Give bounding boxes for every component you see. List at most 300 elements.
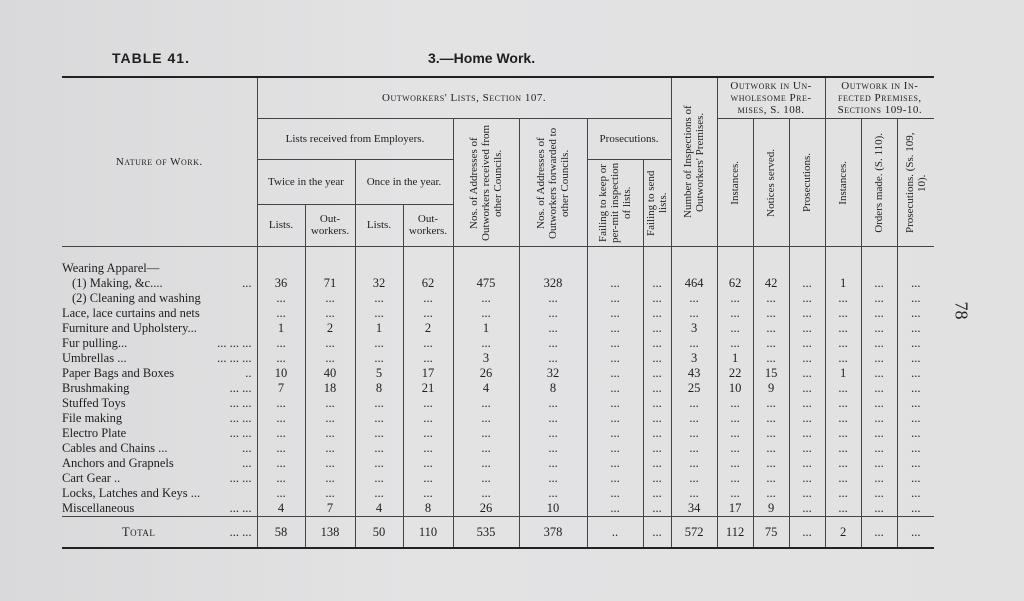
cell-value: ... (717, 291, 753, 306)
cell-value: 572 (671, 517, 717, 549)
table-row (62, 456, 934, 471)
row-name-text: Fur pulling... (62, 336, 128, 350)
cell-value: ... (453, 441, 519, 456)
table-row (62, 426, 934, 441)
cell-value: ... (825, 501, 861, 517)
cell-value: ... (355, 336, 403, 351)
cell-value: ... (403, 441, 453, 456)
cell-value: ... (355, 351, 403, 366)
row-name-text: Electro Plate (62, 426, 127, 440)
cell-value: ... (587, 396, 643, 411)
cell-value: ... (643, 517, 671, 549)
cell-value: ... (897, 276, 934, 291)
cell-value: ... (789, 321, 825, 336)
cell-value: ... (789, 411, 825, 426)
cell-value: ... (587, 321, 643, 336)
cell-value: ... (403, 426, 453, 441)
cell-value: ... (897, 366, 934, 381)
cell-value: ... (519, 351, 587, 366)
cell-value: ... (305, 411, 355, 426)
cell-value: ... (643, 276, 671, 291)
cell-value: ... (453, 396, 519, 411)
cell-value: ... (861, 291, 897, 306)
cell-value: ... (825, 441, 861, 456)
cell-value: ... (643, 456, 671, 471)
cell-value: 3 (453, 351, 519, 366)
table-row (62, 486, 934, 501)
addresses-received-header: Nos. of Addresses of Outworkers received from other Councils. (453, 119, 519, 247)
cell-value: ... (643, 411, 671, 426)
cell-value: ... (789, 276, 825, 291)
cell-value: ... (717, 456, 753, 471)
row-name-text: Furniture and Upholstery... (62, 321, 197, 335)
table-row (62, 351, 934, 366)
cell-value: ... (587, 276, 643, 291)
cell-value: 328 (519, 276, 587, 291)
cell-value: ... (789, 381, 825, 396)
cell-value: ... (753, 486, 789, 501)
cell-value: ... (519, 456, 587, 471)
cell-value: ... (587, 426, 643, 441)
cell-value: ... (519, 336, 587, 351)
cell-value: ... (453, 411, 519, 426)
cell-value: ... (861, 396, 897, 411)
lists-received-header: Lists received from Employers. (257, 119, 453, 160)
spacer-row (62, 247, 934, 262)
cell-value: ... (587, 411, 643, 426)
section-heading-row (62, 261, 934, 276)
cell-value: ... (671, 471, 717, 486)
cell-value: ... (643, 366, 671, 381)
failing-keep-header: Failing to keep or per-mit inspection of lists. (587, 160, 643, 247)
cell-value: ... (861, 456, 897, 471)
cell-value: 10 (257, 366, 305, 381)
cell-value: 3 (671, 321, 717, 336)
cell-value: ... (519, 306, 587, 321)
cell-value: ... (355, 291, 403, 306)
cell-value: ... (897, 517, 934, 549)
cell-value: ... (897, 426, 934, 441)
cell-value: ... (861, 411, 897, 426)
cell-value: ... (861, 306, 897, 321)
cell-value: ... (671, 306, 717, 321)
cell-value: ... (671, 456, 717, 471)
cell-value: ... (753, 471, 789, 486)
cell-value: ... (257, 351, 305, 366)
cell-value: ... (671, 441, 717, 456)
table-row (62, 396, 934, 411)
cell-value: ... (789, 426, 825, 441)
cell-value: ... (403, 456, 453, 471)
cell-value: ... (897, 381, 934, 396)
cell-value: ... (789, 291, 825, 306)
cell-value: ... (753, 351, 789, 366)
cell-value: ... (519, 396, 587, 411)
cell-value: ... (897, 471, 934, 486)
cell-value: ... (643, 486, 671, 501)
cell-value: ... (825, 336, 861, 351)
cell-value: 4 (355, 501, 403, 517)
cell-value: ... (305, 456, 355, 471)
cell-value: ... (587, 306, 643, 321)
cell-value: ... (355, 486, 403, 501)
cell-value: ... (587, 291, 643, 306)
notices-served-header: Notices served. (753, 119, 789, 247)
cell-value: ... (897, 321, 934, 336)
cell-value: 7 (305, 501, 355, 517)
cell-value: ... (753, 426, 789, 441)
cell-value: ... (861, 441, 897, 456)
cell-value: ... (753, 336, 789, 351)
cell-value: ... (305, 396, 355, 411)
cell-value: ... (305, 426, 355, 441)
row-name-text: Brushmaking (62, 381, 130, 395)
cell-value: ... (825, 306, 861, 321)
cell-value: 10 (717, 381, 753, 396)
infected-prosecutions-header: Prosecutions. (Ss. 109, 10). (897, 119, 934, 247)
cell-value: ... (789, 517, 825, 549)
row-name-text: Total (122, 524, 156, 539)
cell-value: ... (897, 291, 934, 306)
cell-value: ... (753, 291, 789, 306)
row-name (62, 486, 257, 501)
row-name-text: Anchors and Grapnels (62, 456, 174, 470)
cell-value: ... (519, 486, 587, 501)
cell-value: ... (789, 396, 825, 411)
cell-value: ... (825, 426, 861, 441)
cell-value: ... (897, 441, 934, 456)
cell-value: ... (305, 306, 355, 321)
cell-value: 110 (403, 517, 453, 549)
cell-value: ... (643, 471, 671, 486)
cell-value: ... (717, 441, 753, 456)
cell-value: ... (453, 456, 519, 471)
row-name (62, 426, 257, 441)
total-label (62, 517, 257, 549)
cell-value: ... (519, 441, 587, 456)
cell-value: 18 (305, 381, 355, 396)
outworkers-lists-header: Outworkers' Lists, Section 107. (257, 77, 671, 119)
leader-dots: ... ... (229, 381, 252, 395)
table-body (62, 247, 934, 549)
cell-value: 535 (453, 517, 519, 549)
twice-in-year-header: Twice in the year (257, 160, 355, 205)
cell-value: ... (403, 396, 453, 411)
row-name (62, 456, 257, 471)
cell-value: ... (897, 501, 934, 517)
cell-value: ... (355, 411, 403, 426)
cell-value: ... (643, 351, 671, 366)
cell-value: ... (897, 456, 934, 471)
cell-value: ... (753, 321, 789, 336)
cell-value: ... (717, 486, 753, 501)
table-row (62, 441, 934, 456)
cell-value: ... (717, 396, 753, 411)
cell-value: ... (587, 501, 643, 517)
row-name-text: Miscellaneous (62, 501, 135, 515)
prosecutions-group-header: Prosecutions. (587, 119, 671, 160)
cell-value: 8 (519, 381, 587, 396)
cell-value: ... (861, 366, 897, 381)
cell-value: 26 (453, 501, 519, 517)
cell-value: ... (789, 441, 825, 456)
table-row (62, 291, 934, 306)
cell-value: ... (257, 306, 305, 321)
table-title: 3.—Home Work. (428, 50, 536, 66)
cell-value: ... (789, 456, 825, 471)
cell-value: 42 (753, 276, 789, 291)
cell-value: 378 (519, 517, 587, 549)
unwholesome-premises-header: Outwork in Un-wholesome Pre-mises, S. 108. (717, 77, 825, 119)
row-name (62, 276, 257, 291)
cell-value: ... (717, 426, 753, 441)
cell-value: ... (257, 336, 305, 351)
cell-value: ... (789, 471, 825, 486)
table-row (62, 471, 934, 486)
cell-value: ... (355, 426, 403, 441)
cell-value: ... (897, 486, 934, 501)
leader-dots: ... ... ... (217, 336, 252, 350)
cell-value: 17 (717, 501, 753, 517)
cell-value: ... (519, 291, 587, 306)
cell-value: ... (305, 291, 355, 306)
cell-value: 1 (825, 276, 861, 291)
cell-value: ... (717, 306, 753, 321)
cell-value: ... (643, 291, 671, 306)
cell-value: 10 (519, 501, 587, 517)
cell-value: ... (453, 306, 519, 321)
cell-value: ... (897, 306, 934, 321)
cell-value: ... (587, 351, 643, 366)
page-number: 78 (951, 301, 972, 320)
cell-value: ... (671, 291, 717, 306)
table-row (62, 381, 934, 396)
cell-value: 71 (305, 276, 355, 291)
cell-value: ... (403, 306, 453, 321)
cell-value: ... (587, 486, 643, 501)
once-outworkers-header: Out-workers. (403, 204, 453, 246)
cell-value: ... (753, 456, 789, 471)
cell-value: ... (861, 471, 897, 486)
leader-dots: ... ... (229, 426, 252, 440)
cell-value: ... (861, 381, 897, 396)
cell-value: ... (861, 276, 897, 291)
cell-value: 1 (825, 366, 861, 381)
cell-value: ... (825, 381, 861, 396)
cell-value: ... (643, 426, 671, 441)
cell-value: 62 (403, 276, 453, 291)
cell-value: ... (305, 351, 355, 366)
cell-value: ... (789, 501, 825, 517)
cell-value: ... (587, 336, 643, 351)
row-name (62, 306, 257, 321)
cell-value: ... (643, 381, 671, 396)
cell-value: 1 (717, 351, 753, 366)
cell-value: 2 (305, 321, 355, 336)
cell-value: ... (257, 411, 305, 426)
failing-send-header: Failing to send lists. (643, 160, 671, 247)
row-name (62, 411, 257, 426)
cell-value: ... (825, 321, 861, 336)
cell-value: 7 (257, 381, 305, 396)
row-name (62, 501, 257, 517)
cell-value: 1 (355, 321, 403, 336)
cell-value: 475 (453, 276, 519, 291)
cell-value: ... (671, 426, 717, 441)
cell-value: 75 (753, 517, 789, 549)
cell-value: ... (257, 396, 305, 411)
cell-value: ... (519, 471, 587, 486)
cell-value: 25 (671, 381, 717, 396)
cell-value: ... (717, 471, 753, 486)
row-name (62, 441, 257, 456)
cell-value: ... (861, 426, 897, 441)
cell-value: ... (587, 366, 643, 381)
cell-value: ... (671, 396, 717, 411)
leader-dots: .. (245, 366, 252, 380)
row-name (62, 321, 257, 336)
cell-value: ... (643, 321, 671, 336)
table-row (62, 411, 934, 426)
table-label: TABLE 41. (112, 50, 190, 66)
cell-value: ... (897, 336, 934, 351)
row-name-text: Lace, lace curtains and nets (62, 306, 200, 320)
cell-value: 43 (671, 366, 717, 381)
leader-dots: ... (242, 441, 252, 455)
cell-value: 62 (717, 276, 753, 291)
row-name-text: Paper Bags and Boxes (62, 366, 175, 380)
infected-premises-header: Outwork in In-fected Premises, Sections 109-10. (825, 77, 934, 119)
cell-value: ... (453, 291, 519, 306)
cell-value: ... (753, 306, 789, 321)
cell-value: ... (305, 441, 355, 456)
cell-value: ... (403, 486, 453, 501)
leader-dots: ... ... (229, 471, 252, 485)
row-name (62, 471, 257, 486)
leader-dots: ... ... (229, 396, 252, 410)
header-row-1 (62, 77, 934, 119)
cell-value: ... (825, 486, 861, 501)
cell-value: 34 (671, 501, 717, 517)
cell-value: 32 (519, 366, 587, 381)
cell-value: ... (671, 336, 717, 351)
row-name-text: (2) Cleaning and washing (72, 291, 201, 305)
cell-value: ... (717, 321, 753, 336)
cell-value: 9 (753, 381, 789, 396)
cell-value: ... (305, 486, 355, 501)
cell-value: ... (403, 471, 453, 486)
cell-value: 4 (453, 381, 519, 396)
once-lists-header: Lists. (355, 204, 403, 246)
total-row (62, 517, 934, 549)
inspections-header: Number of Inspections of Outworkers' Premises. (671, 77, 717, 247)
row-name-text: File making (62, 411, 123, 425)
cell-value: ... (825, 456, 861, 471)
row-name (62, 336, 257, 351)
cell-value: ... (789, 351, 825, 366)
cell-value: ... (789, 486, 825, 501)
cell-value: ... (403, 351, 453, 366)
cell-value: ... (789, 336, 825, 351)
cell-value: ... (861, 351, 897, 366)
table-row (62, 321, 934, 336)
cell-value: ... (671, 486, 717, 501)
row-name-text: Cables and Chains ... (62, 441, 168, 455)
cell-value: 36 (257, 276, 305, 291)
cell-value: ... (305, 471, 355, 486)
leader-dots: ... (242, 276, 252, 290)
leader-dots: ... ... ... (217, 351, 252, 365)
cell-value: 8 (355, 381, 403, 396)
row-name-text: Umbrellas ... (62, 351, 127, 365)
cell-value: ... (453, 426, 519, 441)
row-name (62, 291, 257, 306)
row-name (62, 381, 257, 396)
cell-value: ... (825, 396, 861, 411)
leader-dots: ... ... (229, 501, 252, 515)
cell-value: ... (305, 336, 355, 351)
cell-value: ... (717, 411, 753, 426)
table-row (62, 306, 934, 321)
leader-dots: ... ... (229, 524, 252, 539)
cell-value: ... (453, 336, 519, 351)
cell-value: ... (519, 321, 587, 336)
cell-value: ... (825, 411, 861, 426)
cell-value: ... (587, 441, 643, 456)
cell-value: ... (519, 411, 587, 426)
cell-value: ... (587, 471, 643, 486)
cell-value: 58 (257, 517, 305, 549)
cell-value: ... (355, 456, 403, 471)
cell-value: ... (825, 471, 861, 486)
cell-value: .. (587, 517, 643, 549)
cell-value: ... (355, 441, 403, 456)
nature-of-work-header: Nature of Work. (62, 77, 257, 247)
cell-value: 464 (671, 276, 717, 291)
cell-value: ... (403, 291, 453, 306)
unwholesome-instances-header: Instances. (717, 119, 753, 247)
cell-value: ... (753, 396, 789, 411)
row-name-text: (1) Making, &c.... (72, 276, 163, 290)
cell-value: 40 (305, 366, 355, 381)
cell-value: 4 (257, 501, 305, 517)
cell-value: ... (355, 471, 403, 486)
cell-value: 1 (257, 321, 305, 336)
cell-value: ... (861, 501, 897, 517)
cell-value: 22 (717, 366, 753, 381)
cell-value: ... (643, 306, 671, 321)
cell-value: ... (643, 441, 671, 456)
cell-value: 21 (403, 381, 453, 396)
cell-value: ... (257, 291, 305, 306)
table-row (62, 501, 934, 517)
cell-value: ... (861, 486, 897, 501)
row-name (62, 351, 257, 366)
cell-value: 15 (753, 366, 789, 381)
cell-value: 3 (671, 351, 717, 366)
row-name-text: Stuffed Toys (62, 396, 126, 410)
cell-value: ... (643, 396, 671, 411)
cell-value: 32 (355, 276, 403, 291)
cell-value: 9 (753, 501, 789, 517)
cell-value: ... (825, 291, 861, 306)
cell-value: 8 (403, 501, 453, 517)
cell-value: ... (825, 351, 861, 366)
unwholesome-prosecutions-header: Prosecutions. (789, 119, 825, 247)
cell-value: 17 (403, 366, 453, 381)
cell-value: ... (587, 381, 643, 396)
cell-value: ... (789, 306, 825, 321)
